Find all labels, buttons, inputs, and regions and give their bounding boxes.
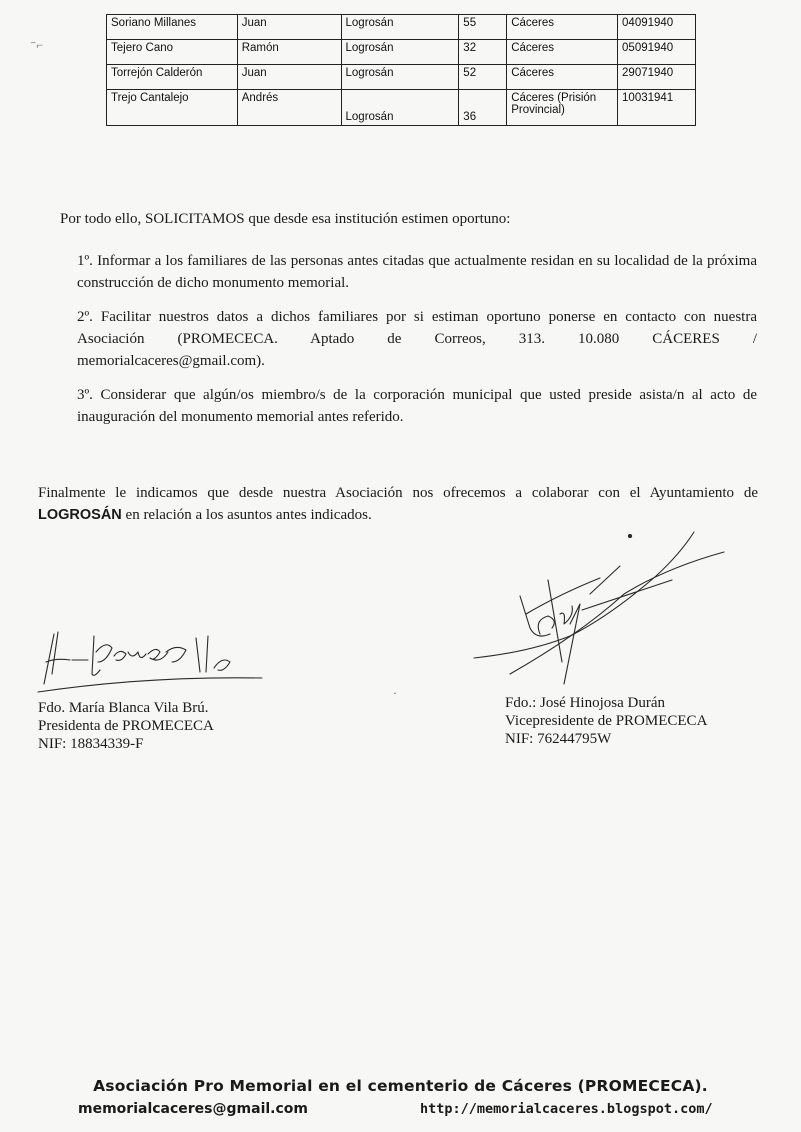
table-cell-surname: Torrejón Calderón xyxy=(107,65,238,90)
table-cell-surname: Tejero Cano xyxy=(107,40,238,65)
table-cell-place: Cáceres (Prisión Provincial) xyxy=(507,90,618,126)
table-cell-age: 52 xyxy=(459,65,507,90)
signer-name: Fdo.: José Hinojosa Durán xyxy=(505,695,665,711)
signer-nif: NIF: 76244795W xyxy=(505,731,612,747)
request-point-3: 3º. Considerar que algún/os miembro/s de la corporación municipal que usted preside asista/n al acto de inauguración del monumento memorial antes referido. xyxy=(77,387,757,425)
table-cell-age: 32 xyxy=(459,40,507,65)
request-intro: Por todo ello, SOLICITAMOS que desde esa institución estimen oportuno: xyxy=(60,211,511,227)
closing-text: Finalmente le indicamos que desde nuestra Asociación nos ofrecemos a colaborar con el Ayuntamiento de xyxy=(38,485,758,501)
table-cell-town: Logrosán xyxy=(341,65,459,90)
signer-nif: NIF: 18834339-F xyxy=(38,736,144,752)
request-point-2-line: 2º. Facilitar nuestros datos a dichos familiares por si estiman oportuno ponerse en contacto con nuestra xyxy=(77,309,757,325)
table-cell-age: 36 xyxy=(459,90,507,126)
table-cell-name: Juan xyxy=(237,15,341,40)
table-row xyxy=(107,15,696,40)
table-cell-surname: Soriano Millanes xyxy=(107,15,238,40)
scan-mark: · xyxy=(393,686,397,700)
request-point-2 xyxy=(77,306,757,372)
table-row xyxy=(107,40,696,65)
town-name: LOGROSÁN xyxy=(38,507,122,523)
closing-text: en relación a los asuntos antes indicados. xyxy=(125,507,372,523)
footer-email[interactable]: memorialcaceres@gmail.com xyxy=(78,1101,308,1117)
signer-role: Vicepresidente de PROMECECA xyxy=(505,713,708,729)
footer-association-name: Asociación Pro Memorial en el cementerio de Cáceres (PROMECECA). xyxy=(93,1077,708,1095)
table-cell-town: Logrosán xyxy=(341,40,459,65)
closing-paragraph xyxy=(38,482,758,526)
table-cell-place: Cáceres xyxy=(507,15,618,40)
table-cell-date: 04091940 xyxy=(618,15,696,40)
table-cell-date: 29071940 xyxy=(618,65,696,90)
table-cell-place: Cáceres xyxy=(507,40,618,65)
table-cell-place: Cáceres xyxy=(507,65,618,90)
request-point-2-line: memorialcaceres@gmail.com). xyxy=(77,353,265,369)
signature-right-image xyxy=(470,524,732,690)
signer-name: Fdo. María Blanca Vila Brú. xyxy=(38,700,209,716)
signer-role: Presidenta de PROMECECA xyxy=(38,718,214,734)
table-cell-name: Andrés xyxy=(237,90,341,126)
table-cell-name: Ramón xyxy=(237,40,341,65)
table-cell-surname: Trejo Cantalejo xyxy=(107,90,238,126)
table-cell-town: Logrosán xyxy=(341,15,459,40)
table-cell-date: 05091940 xyxy=(618,40,696,65)
table-cell-date: 10031941 xyxy=(618,90,696,126)
signature-left xyxy=(38,699,214,753)
table-cell-town: Logrosán xyxy=(341,90,459,126)
scan-mark: ⁻⌐ xyxy=(30,38,44,52)
table-cell-age: 55 xyxy=(459,15,507,40)
request-point-1: 1º. Informar a los familiares de las personas antes citadas que actualmente residan en su localidad de la próxima construcción de dicho monumento memorial. xyxy=(77,253,757,291)
footer-url[interactable]: http://memorialcaceres.blogspot.com/ xyxy=(420,1101,713,1117)
signature-right xyxy=(505,694,707,748)
table-cell-name: Juan xyxy=(237,65,341,90)
request-point-2-line: Asociación (PROMECECA. Aptado de Correos, 313. 10.080 CÁCERES / xyxy=(77,331,757,347)
signature-left-image xyxy=(36,622,266,694)
table-row xyxy=(107,65,696,90)
victims-table xyxy=(106,14,696,126)
table-row xyxy=(107,90,696,126)
